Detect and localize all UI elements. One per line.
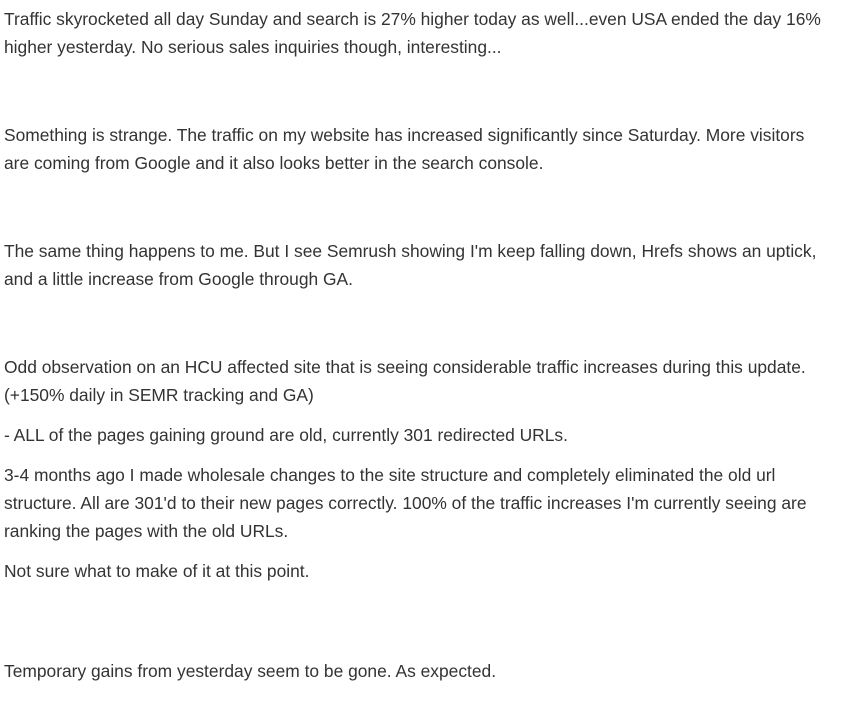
comment-paragraph: Traffic skyrocketed all day Sunday and search is 27% higher today as well...even USA ended the day 16% higher yesterday. No serious sales inquiries though, interesting...	[4, 9, 821, 57]
comment-post	[4, 657, 824, 685]
comment-post	[4, 353, 824, 585]
comment-paragraph: Odd observation on an HCU affected site that is seeing considerable traffic increases during this update. (+150% daily in SEMR tracking and GA)	[4, 357, 806, 405]
comment-post	[4, 121, 824, 177]
comment-post	[4, 237, 824, 293]
comment-paragraph: - ALL of the pages gaining ground are old, currently 301 redirected URLs.	[4, 425, 568, 445]
comment-paragraph: Something is strange. The traffic on my website has increased significantly since Saturday. More visitors are coming from Google and it also looks better in the search console.	[4, 125, 805, 173]
comment-paragraph: The same thing happens to me. But I see Semrush showing I'm keep falling down, Hrefs shows an uptick, and a little increase from Google through GA.	[4, 241, 817, 289]
comment-paragraph: Not sure what to make of it at this point.	[4, 561, 310, 581]
comment-paragraph: 3-4 months ago I made wholesale changes to the site structure and completely eliminated the old url structure. All are 301'd to their new pages correctly. 100% of the traffic increases I'm currently seeing are ranking the pages with the old URLs.	[4, 465, 807, 541]
comment-post	[4, 5, 824, 61]
comment-paragraph: Temporary gains from yesterday seem to be gone. As expected.	[4, 661, 497, 681]
